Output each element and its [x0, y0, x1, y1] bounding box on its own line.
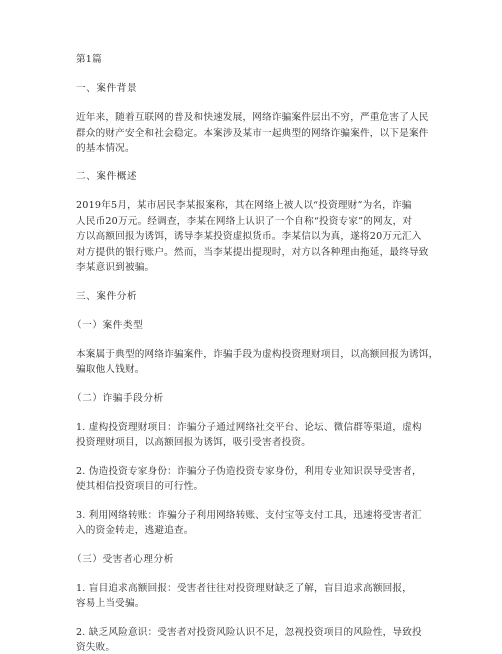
list-item-line: 资失败。 — [76, 642, 116, 653]
paragraph-line: 对方提供的银行账户。然而，当李某提出提现时，对方以各种理由拖延，最终导致 — [76, 247, 429, 258]
paragraph-line: 2019年5月，某市居民李某报案称，其在网络上被人以“投资理财”为名，诈骗 — [76, 200, 412, 211]
paragraph-line: 近年来，随着互联网的普及和快速发展，网络诈骗案件层出不穷，严重危害了人民 — [76, 112, 429, 123]
list-item-line: 投资理财项目，以高额回报为诱饵，吸引受害者投资。 — [76, 437, 312, 448]
paragraph-line: 的基本情况。 — [76, 143, 135, 154]
list-item-line: 2. 缺乏风险意识：受害者对投资风险认识不足，忽视投资项目的风险性，导致投 — [76, 627, 422, 638]
paragraph-line: 群众的财产安全和社会稳定。本案涉及某市一起典型的网络诈骗案件，以下是案件 — [76, 128, 429, 139]
list-item-line: 3. 利用网络转账：诈骗分子利用网络转账、支付宝等支付工具，迅速将受害者汇 — [76, 510, 422, 521]
subheading-case-type: （一）案件类型 — [72, 320, 144, 331]
chapter-label: 第1篇 — [76, 54, 102, 65]
paragraph-line: 本案属于典型的网络诈骗案件，诈骗手段为虚构投资理财项目，以高额回报为诱饵， — [76, 349, 439, 360]
list-item-line: 2. 伪造投资专家身份：诈骗分子伪造投资专家身份，利用专业知识误导受害者， — [76, 466, 422, 477]
list-item-line: 1. 盲目追求高额回报：受害者往往对投资理财缺乏了解，盲目追求高额回报， — [76, 583, 412, 594]
list-item-line: 入的资金转走，逃避追查。 — [76, 525, 194, 536]
list-item-line: 容易上当受骗。 — [76, 598, 145, 609]
paragraph-line: 方以高额回报为诱饵，诱导李某投资虚拟货币。李某信以为真，遂将20万元汇入 — [76, 231, 422, 242]
heading-case-background: 一、案件背景 — [76, 83, 138, 94]
heading-case-overview: 二、案件概述 — [76, 171, 138, 182]
paragraph-line: 李某意识到被骗。 — [76, 262, 155, 273]
subheading-fraud-methods: （二）诈骗手段分析 — [72, 393, 164, 404]
heading-case-analysis: 三、案件分析 — [76, 291, 138, 302]
paragraph-line: 人民币20万元。经调查，李某在网络上认识了一个自称“投资专家”的网友，对 — [76, 216, 413, 227]
paragraph-line: 骗取他人钱财。 — [76, 364, 145, 375]
subheading-victim-psychology: （三）受害者心理分析 — [72, 554, 174, 565]
list-item-line: 使其相信投资项目的可行性。 — [76, 481, 204, 492]
list-item-line: 1. 虚构投资理财项目：诈骗分子通过网络社交平台、论坛、微信群等渠道，虚构 — [76, 422, 422, 433]
